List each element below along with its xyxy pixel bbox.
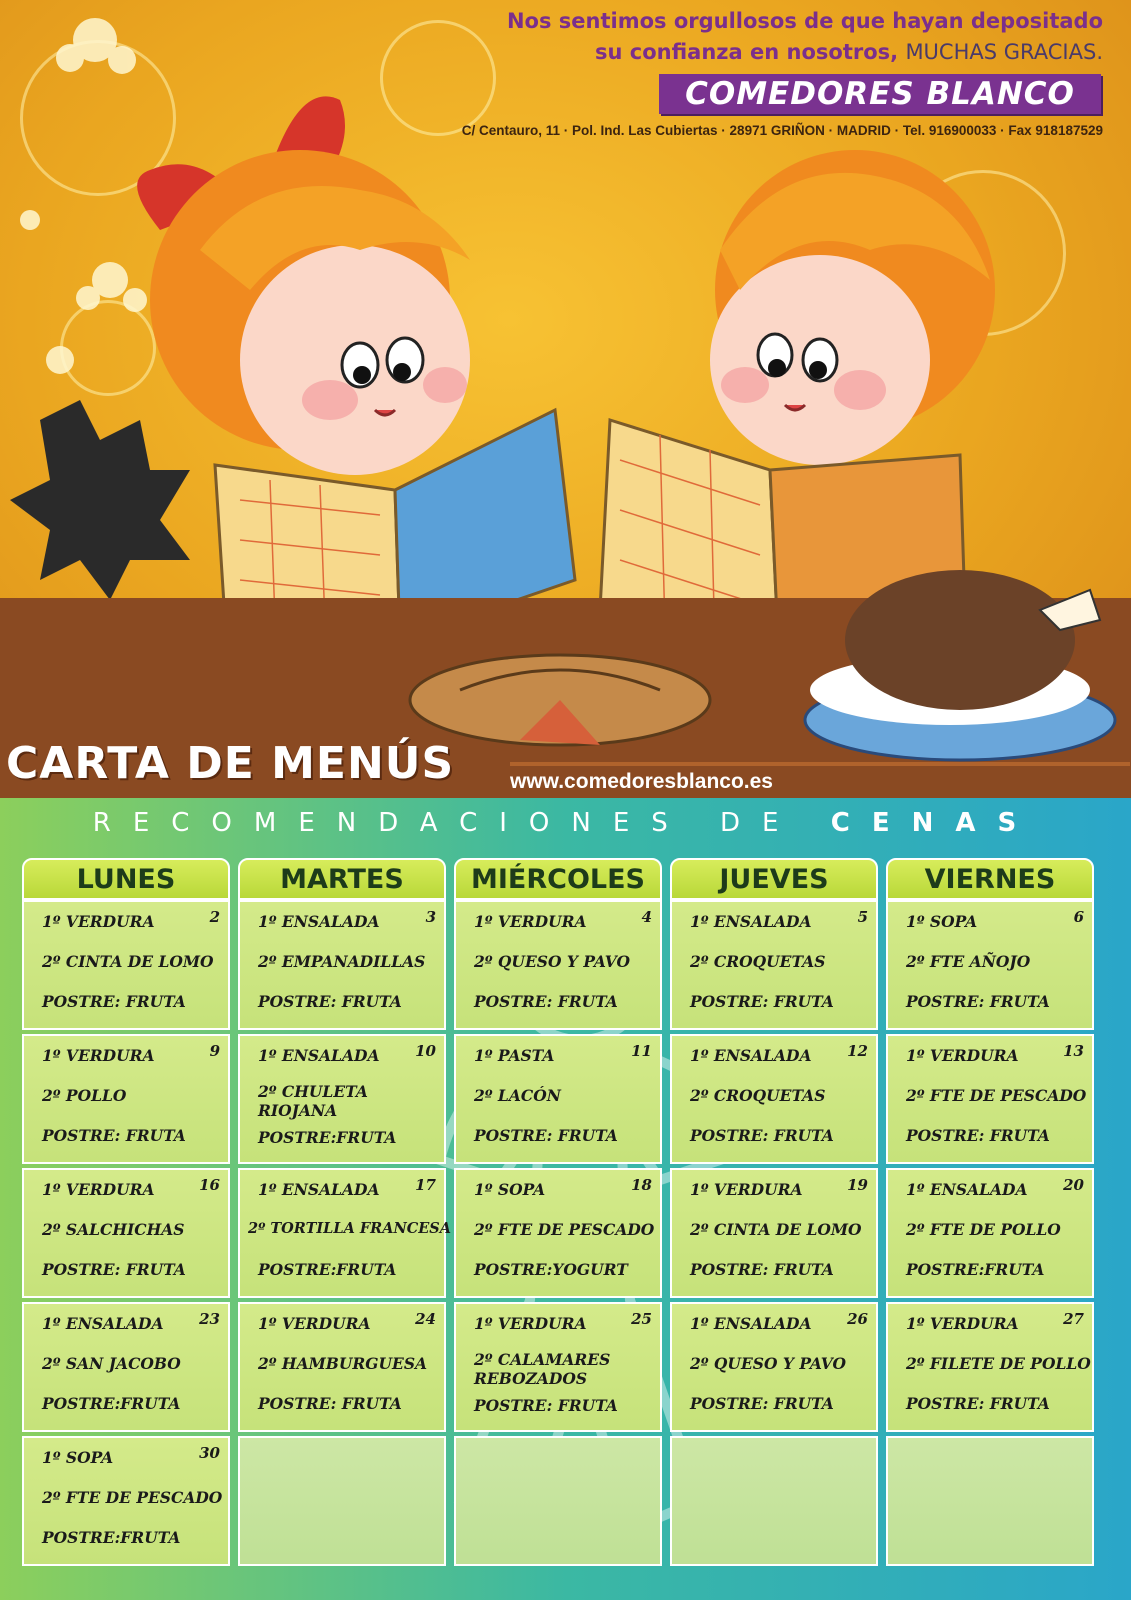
menu-cell [454, 1034, 662, 1164]
first-course: 1º ENSALADA [258, 912, 380, 931]
day-number: 6 [1073, 908, 1084, 926]
second-course: 2º FTE DE PESCADO [474, 1220, 655, 1239]
menu-cell [454, 900, 662, 1030]
brand-name: COMEDORES BLANCO [659, 74, 1101, 114]
second-course: 2º FILETE DE POLLO [906, 1354, 1091, 1373]
day-number: 18 [631, 1176, 652, 1194]
divider [510, 762, 1130, 766]
second-course: 2º HAMBURGUESA [258, 1354, 428, 1373]
children-reading-illustration [0, 0, 1131, 798]
menu-cell [238, 1034, 446, 1164]
second-course: 2º FTE DE POLLO [906, 1220, 1061, 1239]
day-number: 19 [847, 1176, 868, 1194]
menu-cell [670, 900, 878, 1030]
dessert: POSTRE:FRUTA [42, 1528, 181, 1547]
company-address: C/ Centauro, 11 · Pol. Ind. Las Cubiertas · 28971 GRIÑON · MADRID · Tel. 916900033 · Fax 918187529 [461, 123, 1103, 138]
dessert: POSTRE: FRUTA [690, 1260, 834, 1279]
day-number: 26 [847, 1310, 868, 1328]
second-course: 2º CINTA DE LOMO [690, 1220, 862, 1239]
menu-cell-empty [886, 1436, 1094, 1566]
first-course: 1º VERDURA [42, 1046, 155, 1065]
day-number: 11 [631, 1042, 652, 1060]
menu-cell-empty [670, 1436, 878, 1566]
first-course: 1º SOPA [906, 912, 978, 931]
menu-cell [670, 1034, 878, 1164]
dessert: POSTRE: FRUTA [906, 1126, 1050, 1145]
tagline-line-2b: MUCHAS GRACIAS. [905, 40, 1103, 64]
day-number: 12 [847, 1042, 868, 1060]
menu-cell [670, 1168, 878, 1298]
first-course: 1º SOPA [474, 1180, 546, 1199]
second-course: 2º CROQUETAS [690, 1086, 826, 1105]
dessert: POSTRE: FRUTA [906, 1394, 1050, 1413]
first-course: 1º VERDURA [42, 1180, 155, 1199]
second-course: 2º FTE DE PESCADO [906, 1086, 1087, 1105]
first-course: 1º VERDURA [42, 912, 155, 931]
dessert: POSTRE:YOGURT [474, 1260, 628, 1279]
dessert: POSTRE: FRUTA [474, 1396, 618, 1415]
dessert: POSTRE: FRUTA [474, 992, 618, 1011]
dessert: POSTRE: FRUTA [258, 1394, 402, 1413]
second-course: 2º CINTA DE LOMO [42, 952, 214, 971]
day-number: 3 [425, 908, 436, 926]
menu-cell [22, 1034, 230, 1164]
first-course: 1º VERDURA [474, 1314, 587, 1333]
menu-cell [22, 1302, 230, 1432]
first-course: 1º ENSALADA [42, 1314, 164, 1333]
day-column-miercoles [454, 858, 662, 1570]
first-course: 1º VERDURA [906, 1046, 1019, 1065]
day-column-lunes [22, 858, 230, 1570]
menu-cell [454, 1168, 662, 1298]
tagline-line-2a: su confianza en nosotros, [595, 40, 899, 64]
menu-cell [886, 900, 1094, 1030]
day-number: 27 [1063, 1310, 1084, 1328]
day-number: 23 [199, 1310, 220, 1328]
second-course: 2º CROQUETAS [690, 952, 826, 971]
day-number: 9 [209, 1042, 220, 1060]
day-header: JUEVES [670, 858, 878, 900]
dessert: POSTRE: FRUTA [42, 992, 186, 1011]
day-number: 20 [1063, 1176, 1084, 1194]
second-course: 2º CHULETA RIOJANA [258, 1082, 368, 1120]
day-number: 4 [641, 908, 652, 926]
dessert: POSTRE:FRUTA [258, 1260, 397, 1279]
dessert: POSTRE: FRUTA [258, 992, 402, 1011]
dessert: POSTRE: FRUTA [42, 1260, 186, 1279]
menu-cell [886, 1302, 1094, 1432]
subtitle-part-1: RECOMENDACIONES DE [92, 808, 801, 838]
first-course: 1º SOPA [42, 1448, 114, 1467]
first-course: 1º ENSALADA [690, 1314, 812, 1333]
website-link[interactable]: www.comedoresblanco.es [510, 770, 773, 793]
first-course: 1º ENSALADA [258, 1180, 380, 1199]
page-title: CARTA DE MENÚS [6, 738, 455, 789]
first-course: 1º VERDURA [258, 1314, 371, 1333]
dessert: POSTRE:FRUTA [906, 1260, 1045, 1279]
dessert: POSTRE:FRUTA [42, 1394, 181, 1413]
day-column-martes [238, 858, 452, 1570]
subtitle-part-2: CENAS [830, 808, 1039, 838]
second-course: 2º TORTILLA FRANCESA [248, 1220, 452, 1237]
day-header: VIERNES [886, 858, 1094, 900]
second-course: 2º QUESO Y PAVO [690, 1354, 846, 1373]
menu-cell [238, 900, 446, 1030]
illustration-banner [0, 0, 1131, 798]
second-course: 2º SALCHICHAS [42, 1220, 185, 1239]
first-course: 1º VERDURA [690, 1180, 803, 1199]
day-header: MIÉRCOLES [454, 858, 662, 900]
menu-cell [886, 1168, 1094, 1298]
second-course: 2º FTE DE PESCADO [42, 1488, 223, 1507]
day-number: 10 [415, 1042, 436, 1060]
day-number: 2 [209, 908, 220, 926]
day-number: 25 [631, 1310, 652, 1328]
menu-cell [22, 1168, 230, 1298]
first-course: 1º VERDURA [474, 912, 587, 931]
first-course: 1º ENSALADA [690, 1046, 812, 1065]
menu-cell [22, 1436, 230, 1566]
pie-icon [410, 655, 710, 745]
flower-decoration-icon [20, 18, 147, 374]
second-course: 2º CALAMARES REBOZADOS [474, 1350, 611, 1388]
second-course: 2º FTE AÑOJO [906, 952, 1031, 971]
tagline-line-1: Nos sentimos orgullosos de que hayan depositado [506, 9, 1103, 33]
menu-cell [670, 1302, 878, 1432]
second-course: 2º SAN JACOBO [42, 1354, 181, 1373]
day-number: 13 [1063, 1042, 1084, 1060]
section-subtitle [0, 808, 1131, 838]
dessert: POSTRE: FRUTA [42, 1126, 186, 1145]
menu-cell [238, 1302, 446, 1432]
first-course: 1º PASTA [474, 1046, 555, 1065]
second-course: 2º QUESO Y PAVO [474, 952, 630, 971]
day-number: 30 [199, 1444, 220, 1462]
menu-cell [886, 1034, 1094, 1164]
menu-cell-empty [454, 1436, 662, 1566]
dessert: POSTRE: FRUTA [690, 1126, 834, 1145]
day-number: 5 [857, 908, 868, 926]
thank-you-tagline [507, 6, 1103, 68]
second-course: 2º EMPANADILLAS [258, 952, 426, 971]
first-course: 1º ENSALADA [690, 912, 812, 931]
girl-character-icon [137, 96, 470, 475]
menu-cell-empty [238, 1436, 446, 1566]
dessert: POSTRE:FRUTA [258, 1128, 397, 1147]
day-column-jueves [670, 858, 878, 1570]
day-number: 17 [415, 1176, 436, 1194]
first-course: 1º ENSALADA [258, 1046, 380, 1065]
first-course: 1º ENSALADA [906, 1180, 1028, 1199]
dessert: POSTRE: FRUTA [690, 1394, 834, 1413]
menu-cell [238, 1168, 452, 1298]
day-number: 24 [415, 1310, 436, 1328]
day-header: LUNES [22, 858, 230, 900]
boy-character-icon [710, 150, 995, 465]
menu-cell [22, 900, 230, 1030]
dessert: POSTRE: FRUTA [906, 992, 1050, 1011]
day-header: MARTES [238, 858, 446, 900]
first-course: 1º VERDURA [906, 1314, 1019, 1333]
menu-grid [22, 858, 1095, 1570]
day-column-viernes [886, 858, 1094, 1570]
second-course: 2º POLLO [42, 1086, 127, 1105]
second-course: 2º LACÓN [474, 1086, 561, 1105]
day-number: 16 [199, 1176, 220, 1194]
leaf-icon [10, 400, 190, 600]
dessert: POSTRE: FRUTA [474, 1126, 618, 1145]
menu-cell [454, 1302, 662, 1432]
dessert: POSTRE: FRUTA [690, 992, 834, 1011]
